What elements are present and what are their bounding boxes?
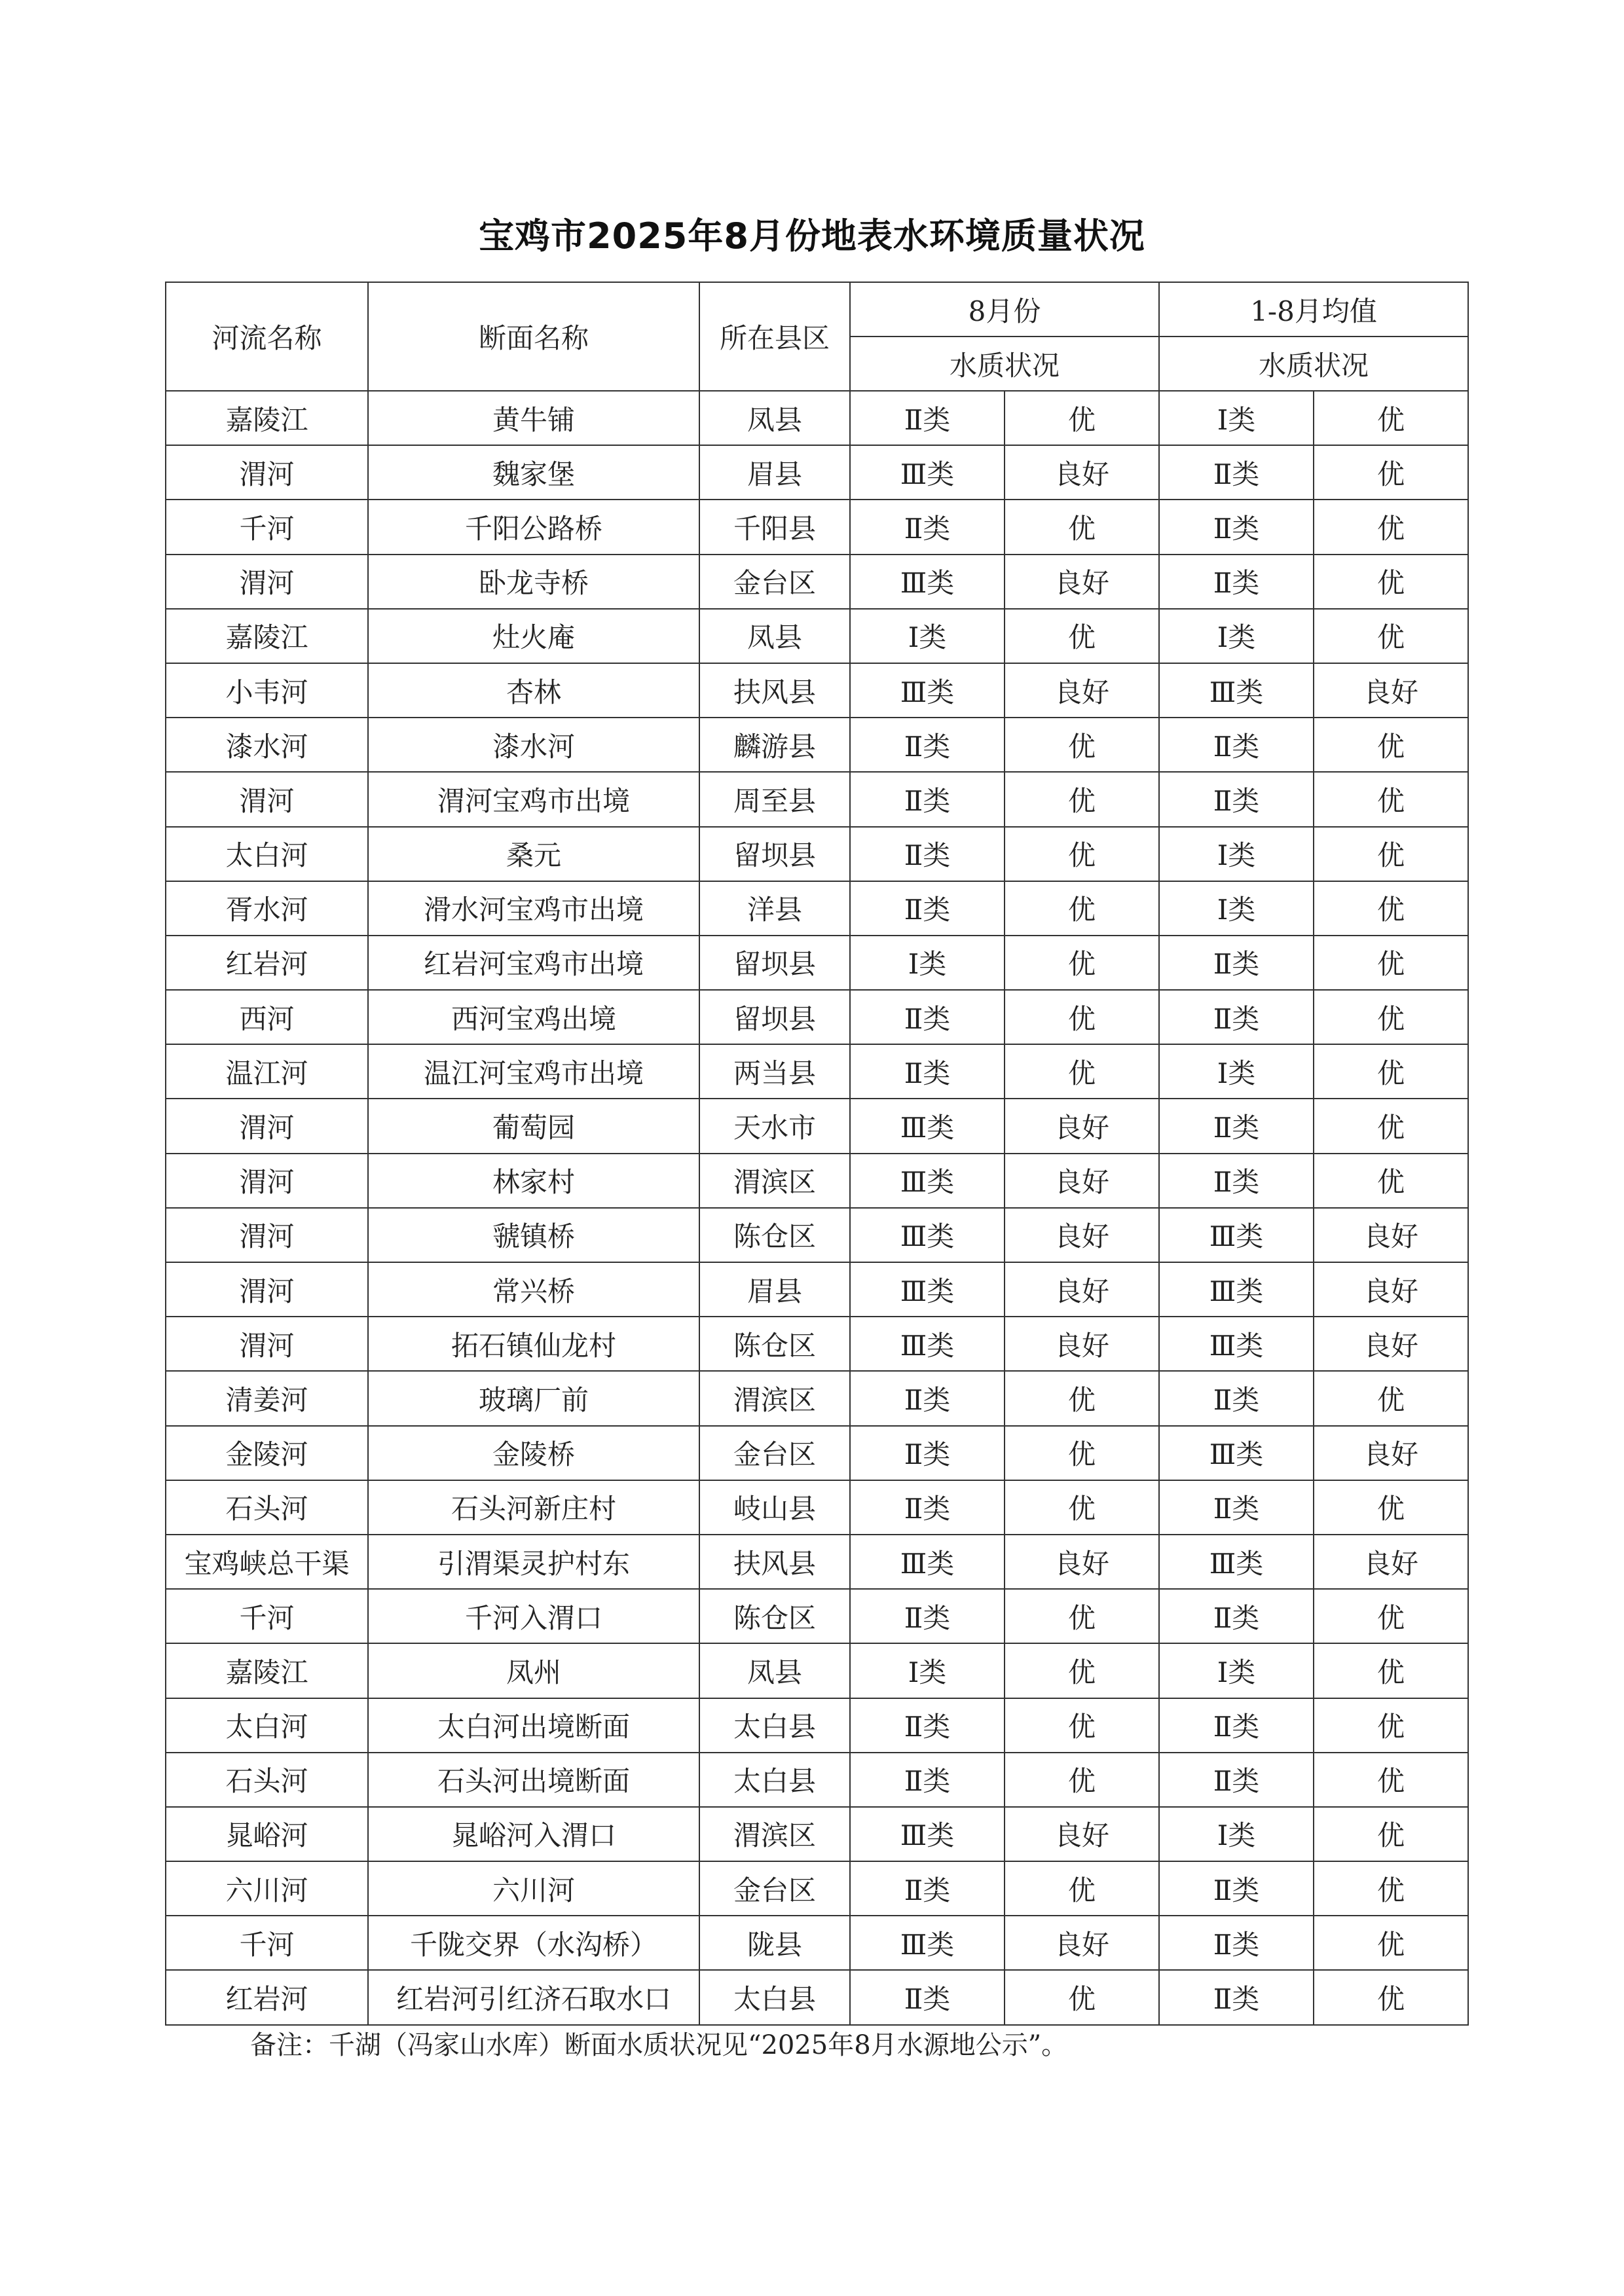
county-cell: 凤县 bbox=[699, 391, 850, 445]
header-average-quality: 水质状况 bbox=[1159, 337, 1468, 391]
county-cell: 千阳县 bbox=[699, 500, 850, 554]
section-name-cell: 石头河新庄村 bbox=[368, 1480, 699, 1535]
section-name-cell: 晁峪河入渭口 bbox=[368, 1807, 699, 1861]
county-cell: 洋县 bbox=[699, 881, 850, 936]
avg-class-cell: Ⅰ类 bbox=[1159, 1044, 1314, 1099]
aug-status-cell: 优 bbox=[1005, 1698, 1159, 1753]
aug-class-cell: Ⅱ类 bbox=[850, 772, 1005, 826]
county-cell: 金台区 bbox=[699, 1426, 850, 1480]
river-name-cell: 太白河 bbox=[166, 1698, 368, 1753]
section-name-cell: 常兴桥 bbox=[368, 1262, 699, 1317]
section-name-cell: 虢镇桥 bbox=[368, 1208, 699, 1262]
county-cell: 陇县 bbox=[699, 1916, 850, 1970]
county-cell: 天水市 bbox=[699, 1099, 850, 1153]
county-cell: 眉县 bbox=[699, 1262, 850, 1317]
aug-status-cell: 优 bbox=[1005, 1643, 1159, 1698]
avg-status-cell: 优 bbox=[1314, 772, 1468, 826]
table-row bbox=[166, 1208, 1468, 1262]
aug-status-cell: 良好 bbox=[1005, 1916, 1159, 1970]
table-row bbox=[166, 881, 1468, 936]
aug-class-cell: Ⅱ类 bbox=[850, 500, 1005, 554]
avg-class-cell: Ⅰ类 bbox=[1159, 609, 1314, 663]
header-august: 8月份 bbox=[850, 282, 1159, 337]
aug-status-cell: 良好 bbox=[1005, 555, 1159, 609]
county-cell: 太白县 bbox=[699, 1698, 850, 1753]
avg-class-cell: Ⅱ类 bbox=[1159, 718, 1314, 772]
table-row bbox=[166, 1154, 1468, 1208]
avg-class-cell: Ⅱ类 bbox=[1159, 1698, 1314, 1753]
avg-status-cell: 优 bbox=[1314, 1753, 1468, 1807]
river-name-cell: 晁峪河 bbox=[166, 1807, 368, 1861]
table-row bbox=[166, 1807, 1468, 1861]
section-name-cell: 渭河宝鸡市出境 bbox=[368, 772, 699, 826]
section-name-cell: 千河入渭口 bbox=[368, 1589, 699, 1643]
river-name-cell: 温江河 bbox=[166, 1044, 368, 1099]
aug-status-cell: 良好 bbox=[1005, 1262, 1159, 1317]
aug-class-cell: Ⅲ类 bbox=[850, 1154, 1005, 1208]
river-name-cell: 渭河 bbox=[166, 1099, 368, 1153]
section-name-cell: 六川河 bbox=[368, 1861, 699, 1916]
header-section: 断面名称 bbox=[368, 282, 699, 391]
avg-status-cell: 优 bbox=[1314, 500, 1468, 554]
river-name-cell: 渭河 bbox=[166, 1317, 368, 1371]
aug-status-cell: 良好 bbox=[1005, 1535, 1159, 1589]
aug-status-cell: 优 bbox=[1005, 500, 1159, 554]
county-cell: 金台区 bbox=[699, 555, 850, 609]
table-row bbox=[166, 1916, 1468, 1970]
aug-status-cell: 优 bbox=[1005, 1044, 1159, 1099]
section-name-cell: 卧龙寺桥 bbox=[368, 555, 699, 609]
avg-status-cell: 优 bbox=[1314, 1698, 1468, 1753]
river-name-cell: 嘉陵江 bbox=[166, 391, 368, 445]
table-row bbox=[166, 1262, 1468, 1317]
aug-status-cell: 优 bbox=[1005, 827, 1159, 881]
river-name-cell: 金陵河 bbox=[166, 1426, 368, 1480]
aug-status-cell: 良好 bbox=[1005, 1154, 1159, 1208]
avg-class-cell: Ⅱ类 bbox=[1159, 555, 1314, 609]
aug-class-cell: Ⅱ类 bbox=[850, 1426, 1005, 1480]
county-cell: 陈仓区 bbox=[699, 1317, 850, 1371]
section-name-cell: 杏林 bbox=[368, 663, 699, 718]
avg-status-cell: 优 bbox=[1314, 1480, 1468, 1535]
footnote: 备注：千湖（冯家山水库）断面水质状况见“2025年8月水源地公示”。 bbox=[250, 2030, 1068, 2060]
river-name-cell: 西河 bbox=[166, 990, 368, 1044]
aug-status-cell: 优 bbox=[1005, 1426, 1159, 1480]
river-name-cell: 嘉陵江 bbox=[166, 1643, 368, 1698]
county-cell: 渭滨区 bbox=[699, 1371, 850, 1425]
avg-status-cell: 优 bbox=[1314, 827, 1468, 881]
water-quality-table bbox=[165, 282, 1469, 2026]
section-name-cell: 温江河宝鸡市出境 bbox=[368, 1044, 699, 1099]
header-august-quality: 水质状况 bbox=[850, 337, 1159, 391]
aug-status-cell: 良好 bbox=[1005, 663, 1159, 718]
avg-status-cell: 优 bbox=[1314, 1861, 1468, 1916]
avg-class-cell: Ⅱ类 bbox=[1159, 1861, 1314, 1916]
avg-class-cell: Ⅱ类 bbox=[1159, 1099, 1314, 1153]
aug-status-cell: 优 bbox=[1005, 609, 1159, 663]
river-name-cell: 红岩河 bbox=[166, 936, 368, 990]
aug-class-cell: Ⅲ类 bbox=[850, 1262, 1005, 1317]
avg-class-cell: Ⅱ类 bbox=[1159, 1970, 1314, 2024]
avg-class-cell: Ⅱ类 bbox=[1159, 1753, 1314, 1807]
aug-status-cell: 优 bbox=[1005, 1371, 1159, 1425]
aug-class-cell: Ⅲ类 bbox=[850, 1208, 1005, 1262]
aug-class-cell: Ⅲ类 bbox=[850, 1099, 1005, 1153]
avg-class-cell: Ⅱ类 bbox=[1159, 1916, 1314, 1970]
avg-class-cell: Ⅱ类 bbox=[1159, 1480, 1314, 1535]
avg-class-cell: Ⅲ类 bbox=[1159, 1262, 1314, 1317]
county-cell: 陈仓区 bbox=[699, 1589, 850, 1643]
aug-class-cell: Ⅰ类 bbox=[850, 1643, 1005, 1698]
avg-class-cell: Ⅱ类 bbox=[1159, 772, 1314, 826]
avg-status-cell: 优 bbox=[1314, 445, 1468, 500]
avg-class-cell: Ⅲ类 bbox=[1159, 1535, 1314, 1589]
county-cell: 留坝县 bbox=[699, 827, 850, 881]
aug-class-cell: Ⅲ类 bbox=[850, 445, 1005, 500]
section-name-cell: 金陵桥 bbox=[368, 1426, 699, 1480]
header-river: 河流名称 bbox=[166, 282, 368, 391]
avg-status-cell: 良好 bbox=[1314, 1426, 1468, 1480]
section-name-cell: 魏家堡 bbox=[368, 445, 699, 500]
aug-class-cell: Ⅱ类 bbox=[850, 1698, 1005, 1753]
county-cell: 凤县 bbox=[699, 1643, 850, 1698]
avg-status-cell: 良好 bbox=[1314, 1317, 1468, 1371]
river-name-cell: 千河 bbox=[166, 1916, 368, 1970]
aug-class-cell: Ⅲ类 bbox=[850, 1317, 1005, 1371]
avg-status-cell: 优 bbox=[1314, 881, 1468, 936]
section-name-cell: 太白河出境断面 bbox=[368, 1698, 699, 1753]
section-name-cell: 千阳公路桥 bbox=[368, 500, 699, 554]
section-name-cell: 凤州 bbox=[368, 1643, 699, 1698]
river-name-cell: 太白河 bbox=[166, 827, 368, 881]
section-name-cell: 石头河出境断面 bbox=[368, 1753, 699, 1807]
avg-class-cell: Ⅱ类 bbox=[1159, 1589, 1314, 1643]
table-row bbox=[166, 1589, 1468, 1643]
section-name-cell: 滑水河宝鸡市出境 bbox=[368, 881, 699, 936]
header-average: 1-8月均值 bbox=[1159, 282, 1468, 337]
avg-status-cell: 优 bbox=[1314, 718, 1468, 772]
avg-status-cell: 优 bbox=[1314, 391, 1468, 445]
avg-status-cell: 良好 bbox=[1314, 1535, 1468, 1589]
aug-status-cell: 优 bbox=[1005, 936, 1159, 990]
aug-class-cell: Ⅰ类 bbox=[850, 936, 1005, 990]
avg-class-cell: Ⅲ类 bbox=[1159, 1317, 1314, 1371]
aug-status-cell: 优 bbox=[1005, 718, 1159, 772]
aug-status-cell: 良好 bbox=[1005, 1807, 1159, 1861]
river-name-cell: 渭河 bbox=[166, 1154, 368, 1208]
river-name-cell: 渭河 bbox=[166, 1208, 368, 1262]
table-row bbox=[166, 391, 1468, 445]
table-row bbox=[166, 718, 1468, 772]
aug-class-cell: Ⅱ类 bbox=[850, 827, 1005, 881]
avg-status-cell: 良好 bbox=[1314, 663, 1468, 718]
section-name-cell: 引渭渠灵护村东 bbox=[368, 1535, 699, 1589]
avg-class-cell: Ⅰ类 bbox=[1159, 1807, 1314, 1861]
county-cell: 渭滨区 bbox=[699, 1154, 850, 1208]
river-name-cell: 石头河 bbox=[166, 1480, 368, 1535]
river-name-cell: 渭河 bbox=[166, 555, 368, 609]
table-row bbox=[166, 1044, 1468, 1099]
avg-status-cell: 优 bbox=[1314, 1807, 1468, 1861]
page-title: 宝鸡市2025年8月份地表水环境质量状况 bbox=[479, 215, 1145, 257]
table-row bbox=[166, 500, 1468, 554]
table-row bbox=[166, 445, 1468, 500]
table-row bbox=[166, 1698, 1468, 1753]
aug-class-cell: Ⅱ类 bbox=[850, 1861, 1005, 1916]
aug-status-cell: 优 bbox=[1005, 1753, 1159, 1807]
avg-status-cell: 优 bbox=[1314, 1371, 1468, 1425]
table-row bbox=[166, 990, 1468, 1044]
avg-class-cell: Ⅲ类 bbox=[1159, 1426, 1314, 1480]
county-cell: 眉县 bbox=[699, 445, 850, 500]
avg-class-cell: Ⅱ类 bbox=[1159, 1371, 1314, 1425]
county-cell: 凤县 bbox=[699, 609, 850, 663]
aug-class-cell: Ⅲ类 bbox=[850, 1807, 1005, 1861]
aug-class-cell: Ⅱ类 bbox=[850, 1589, 1005, 1643]
aug-class-cell: Ⅲ类 bbox=[850, 1535, 1005, 1589]
river-name-cell: 清姜河 bbox=[166, 1371, 368, 1425]
table-row bbox=[166, 1099, 1468, 1153]
county-cell: 渭滨区 bbox=[699, 1807, 850, 1861]
county-cell: 留坝县 bbox=[699, 990, 850, 1044]
avg-class-cell: Ⅲ类 bbox=[1159, 1208, 1314, 1262]
aug-status-cell: 优 bbox=[1005, 990, 1159, 1044]
table-row bbox=[166, 1535, 1468, 1589]
aug-status-cell: 优 bbox=[1005, 1970, 1159, 2024]
table-row bbox=[166, 1970, 1468, 2024]
aug-class-cell: Ⅱ类 bbox=[850, 1753, 1005, 1807]
county-cell: 麟游县 bbox=[699, 718, 850, 772]
table-body bbox=[166, 391, 1468, 2025]
avg-status-cell: 优 bbox=[1314, 1044, 1468, 1099]
avg-class-cell: Ⅰ类 bbox=[1159, 881, 1314, 936]
avg-class-cell: Ⅰ类 bbox=[1159, 391, 1314, 445]
avg-class-cell: Ⅱ类 bbox=[1159, 500, 1314, 554]
table-row bbox=[166, 1371, 1468, 1425]
avg-status-cell: 优 bbox=[1314, 1099, 1468, 1153]
aug-status-cell: 优 bbox=[1005, 1480, 1159, 1535]
county-cell: 陈仓区 bbox=[699, 1208, 850, 1262]
table-row bbox=[166, 1426, 1468, 1480]
table-row bbox=[166, 555, 1468, 609]
section-name-cell: 漆水河 bbox=[368, 718, 699, 772]
river-name-cell: 红岩河 bbox=[166, 1970, 368, 2024]
aug-status-cell: 良好 bbox=[1005, 1099, 1159, 1153]
aug-class-cell: Ⅲ类 bbox=[850, 663, 1005, 718]
aug-class-cell: Ⅱ类 bbox=[850, 990, 1005, 1044]
avg-status-cell: 优 bbox=[1314, 1154, 1468, 1208]
aug-class-cell: Ⅱ类 bbox=[850, 1044, 1005, 1099]
avg-status-cell: 优 bbox=[1314, 1916, 1468, 1970]
river-name-cell: 渭河 bbox=[166, 1262, 368, 1317]
river-name-cell: 小韦河 bbox=[166, 663, 368, 718]
county-cell: 岐山县 bbox=[699, 1480, 850, 1535]
table-row bbox=[166, 663, 1468, 718]
aug-class-cell: Ⅱ类 bbox=[850, 391, 1005, 445]
avg-status-cell: 良好 bbox=[1314, 1262, 1468, 1317]
county-cell: 两当县 bbox=[699, 1044, 850, 1099]
table-row bbox=[166, 1480, 1468, 1535]
aug-status-cell: 优 bbox=[1005, 391, 1159, 445]
avg-class-cell: Ⅱ类 bbox=[1159, 990, 1314, 1044]
river-name-cell: 石头河 bbox=[166, 1753, 368, 1807]
river-name-cell: 千河 bbox=[166, 500, 368, 554]
river-name-cell: 漆水河 bbox=[166, 718, 368, 772]
table-row bbox=[166, 1317, 1468, 1371]
avg-status-cell: 良好 bbox=[1314, 1208, 1468, 1262]
county-cell: 扶风县 bbox=[699, 663, 850, 718]
aug-status-cell: 良好 bbox=[1005, 1317, 1159, 1371]
avg-class-cell: Ⅱ类 bbox=[1159, 445, 1314, 500]
avg-class-cell: Ⅲ类 bbox=[1159, 663, 1314, 718]
avg-status-cell: 优 bbox=[1314, 1970, 1468, 2024]
aug-status-cell: 良好 bbox=[1005, 1208, 1159, 1262]
table-row bbox=[166, 772, 1468, 826]
aug-class-cell: Ⅰ类 bbox=[850, 609, 1005, 663]
section-name-cell: 桑元 bbox=[368, 827, 699, 881]
avg-class-cell: Ⅰ类 bbox=[1159, 1643, 1314, 1698]
section-name-cell: 千陇交界（水沟桥） bbox=[368, 1916, 699, 1970]
table-row bbox=[166, 1861, 1468, 1916]
section-name-cell: 黄牛铺 bbox=[368, 391, 699, 445]
aug-class-cell: Ⅲ类 bbox=[850, 555, 1005, 609]
avg-status-cell: 优 bbox=[1314, 1589, 1468, 1643]
river-name-cell: 渭河 bbox=[166, 772, 368, 826]
table-row bbox=[166, 936, 1468, 990]
aug-class-cell: Ⅱ类 bbox=[850, 1480, 1005, 1535]
avg-status-cell: 优 bbox=[1314, 555, 1468, 609]
river-name-cell: 六川河 bbox=[166, 1861, 368, 1916]
river-name-cell: 嘉陵江 bbox=[166, 609, 368, 663]
avg-class-cell: Ⅱ类 bbox=[1159, 1154, 1314, 1208]
section-name-cell: 林家村 bbox=[368, 1154, 699, 1208]
table-row bbox=[166, 609, 1468, 663]
avg-class-cell: Ⅰ类 bbox=[1159, 827, 1314, 881]
aug-status-cell: 优 bbox=[1005, 1861, 1159, 1916]
avg-status-cell: 优 bbox=[1314, 609, 1468, 663]
table-row bbox=[166, 1753, 1468, 1807]
county-cell: 周至县 bbox=[699, 772, 850, 826]
county-cell: 太白县 bbox=[699, 1753, 850, 1807]
section-name-cell: 西河宝鸡出境 bbox=[368, 990, 699, 1044]
section-name-cell: 红岩河宝鸡市出境 bbox=[368, 936, 699, 990]
section-name-cell: 葡萄园 bbox=[368, 1099, 699, 1153]
river-name-cell: 渭河 bbox=[166, 445, 368, 500]
table-row bbox=[166, 1643, 1468, 1698]
avg-class-cell: Ⅱ类 bbox=[1159, 936, 1314, 990]
aug-status-cell: 优 bbox=[1005, 772, 1159, 826]
river-name-cell: 宝鸡峡总干渠 bbox=[166, 1535, 368, 1589]
aug-status-cell: 优 bbox=[1005, 1589, 1159, 1643]
header-county: 所在县区 bbox=[699, 282, 850, 391]
aug-status-cell: 良好 bbox=[1005, 445, 1159, 500]
section-name-cell: 拓石镇仙龙村 bbox=[368, 1317, 699, 1371]
section-name-cell: 灶火庵 bbox=[368, 609, 699, 663]
county-cell: 太白县 bbox=[699, 1970, 850, 2024]
avg-status-cell: 优 bbox=[1314, 936, 1468, 990]
aug-class-cell: Ⅱ类 bbox=[850, 1371, 1005, 1425]
county-cell: 金台区 bbox=[699, 1861, 850, 1916]
aug-class-cell: Ⅱ类 bbox=[850, 881, 1005, 936]
section-name-cell: 玻璃厂前 bbox=[368, 1371, 699, 1425]
section-name-cell: 红岩河引红济石取水口 bbox=[368, 1970, 699, 2024]
avg-status-cell: 优 bbox=[1314, 1643, 1468, 1698]
table-row bbox=[166, 827, 1468, 881]
county-cell: 留坝县 bbox=[699, 936, 850, 990]
aug-status-cell: 优 bbox=[1005, 881, 1159, 936]
aug-class-cell: Ⅲ类 bbox=[850, 1916, 1005, 1970]
county-cell: 扶风县 bbox=[699, 1535, 850, 1589]
aug-class-cell: Ⅱ类 bbox=[850, 1970, 1005, 2024]
aug-class-cell: Ⅱ类 bbox=[850, 718, 1005, 772]
river-name-cell: 胥水河 bbox=[166, 881, 368, 936]
avg-status-cell: 优 bbox=[1314, 990, 1468, 1044]
header-row-1 bbox=[166, 282, 1468, 337]
river-name-cell: 千河 bbox=[166, 1589, 368, 1643]
